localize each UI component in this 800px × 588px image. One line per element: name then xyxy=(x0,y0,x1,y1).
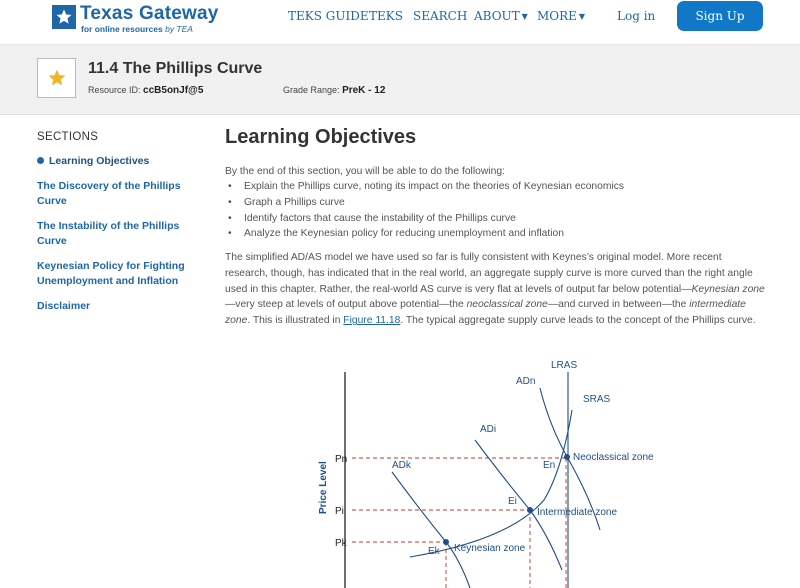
label-lras: LRAS xyxy=(551,360,578,371)
label-keynesian-zone: Keynesian zone xyxy=(454,543,526,554)
intro-paragraph: By the end of this section, you will be able to do the following: xyxy=(225,166,505,177)
sidebar-item-instability[interactable]: The Instability of the Phillips Curve xyxy=(37,220,180,247)
label-ei: Ei xyxy=(508,496,517,507)
point-ek xyxy=(443,539,449,545)
label-intermediate-zone: Intermediate zone xyxy=(537,507,618,518)
top-navigation-bar xyxy=(0,0,800,45)
nav-search[interactable]: SEARCH xyxy=(413,9,468,23)
logo-subtitle: for online resources by TEA xyxy=(81,24,193,34)
body-paragraph: The simplified AD/AS model we have used so far is fully consistent with Keynes’s original model. More recent research, though, has indicated that in the real world, an aggregate supply curve is more curved than the right angle used in this chapter. Rather, the real-world AS curve is very flat at levels of output far below potential—Keynesian zone—very steep at levels of output above potential—the neoclassical zone—and curved in between—the intermediate zone. This is illustrated in Figure 11.18. The typical aggregate supply curve leads to the concept of the Phillips curve. xyxy=(225,252,765,327)
figure-link[interactable]: Figure 11.18 xyxy=(343,315,401,327)
list-item: • Analyze the Keynesian policy for reducing unemployment and inflation xyxy=(242,226,762,242)
label-en: En xyxy=(543,460,556,471)
label-neoclassical-zone: Neoclassical zone xyxy=(573,452,654,463)
aggregate-supply-figure xyxy=(300,350,700,588)
chevron-down-icon: ▼ xyxy=(578,12,586,21)
nav-more[interactable]: MORE ▼ xyxy=(537,9,586,23)
nav-about[interactable]: ABOUT ▼ xyxy=(474,9,528,23)
tick-pn: Pn xyxy=(335,454,348,465)
list-item: • Identify factors that cause the instability of the Phillips curve xyxy=(242,211,762,227)
resource-id: Resource ID: ccB5onJf@5 xyxy=(88,85,204,96)
nav-teks-guide[interactable]: TEKS GUIDE xyxy=(288,9,369,23)
sections-heading: SECTIONS xyxy=(37,131,99,143)
favorite-button[interactable] xyxy=(37,58,76,98)
point-en xyxy=(564,454,570,460)
label-adi: ADi xyxy=(480,424,497,435)
guide-lines xyxy=(352,458,566,588)
y-axis-label: Price Level xyxy=(318,461,329,514)
grade-range: Grade Range: PreK - 12 xyxy=(283,85,386,96)
logo-star-icon xyxy=(52,5,76,29)
star-icon xyxy=(47,68,67,88)
curves xyxy=(392,372,600,588)
texas-gateway-logo[interactable] xyxy=(50,3,225,35)
sidebar-item-learning-objectives[interactable]: Learning Objectives xyxy=(37,154,197,169)
resource-title: 11.4 The Phillips Curve xyxy=(88,60,263,77)
adk-curve xyxy=(392,472,470,588)
list-item: • Graph a Phillips curve xyxy=(242,195,762,211)
objectives-list xyxy=(242,179,762,242)
section-heading: Learning Objectives xyxy=(225,126,417,148)
label-ek: Ek xyxy=(428,546,440,557)
sidebar-item-disclaimer[interactable]: Disclaimer xyxy=(37,300,91,312)
signup-button[interactable]: Sign Up xyxy=(677,1,763,31)
sidebar-item-keynesian-policy[interactable]: Keynesian Policy for Fighting Unemployment and Inflation xyxy=(37,260,185,287)
point-ei xyxy=(527,507,533,513)
chevron-down-icon: ▼ xyxy=(521,12,528,21)
logo-title: Texas Gateway xyxy=(80,3,219,24)
tick-pi: Pi xyxy=(335,506,344,517)
label-adk: ADk xyxy=(392,460,411,471)
label-sras: SRAS xyxy=(583,394,611,405)
resource-banner xyxy=(0,45,800,115)
label-adn: ADn xyxy=(516,376,536,387)
list-item: • Explain the Phillips curve, noting its impact on the theories of Keynesian economics xyxy=(242,179,762,195)
sidebar-item-discovery[interactable]: The Discovery of the Phillips Curve xyxy=(37,180,181,207)
nav-teks[interactable]: TEKS xyxy=(369,9,403,23)
login-link[interactable]: Log in xyxy=(617,9,656,23)
tick-pk: Pk xyxy=(335,538,347,549)
active-dot-icon xyxy=(37,157,44,164)
